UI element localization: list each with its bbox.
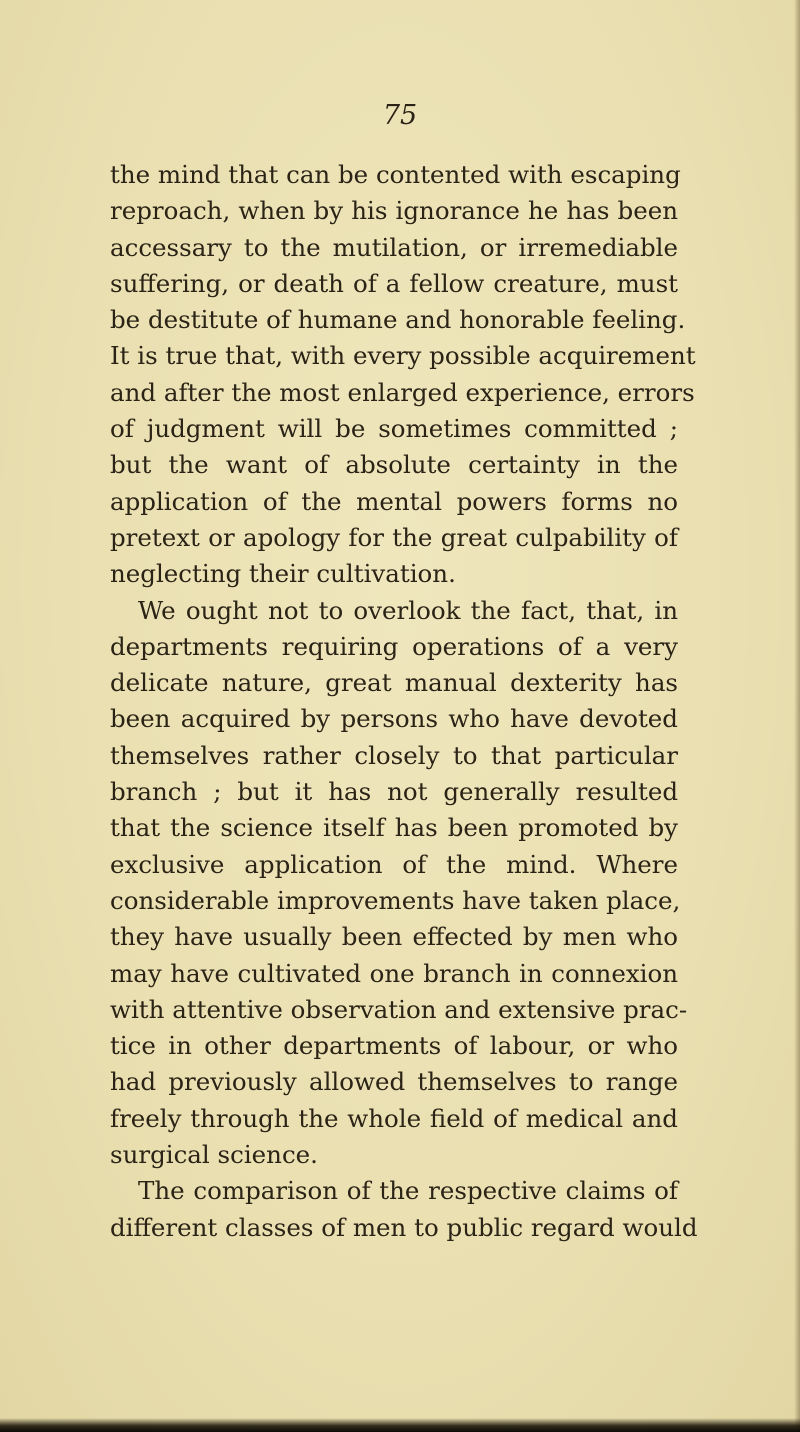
body-text — [110, 157, 698, 1246]
text-line: It is true that, with every possible acquirement — [110, 341, 696, 371]
text-line: freely through the whole field of medical and — [110, 1103, 678, 1133]
text-line: of judgment will be sometimes committed ; — [110, 414, 678, 444]
text-line: with attentive observation and extensive prac- — [110, 994, 688, 1024]
text-line: delicate nature, great manual dexterity has — [110, 668, 678, 698]
text-line: accessary to the mutilation, or irremediable — [110, 232, 678, 262]
text-line: themselves rather closely to that particular — [110, 740, 678, 770]
text-line: tice in other departments of labour, or who — [110, 1031, 678, 1061]
text-line: that the science itself has been promoted by — [110, 813, 678, 843]
text-line: but the want of absolute certainty in the — [110, 450, 678, 480]
paragraph-start: The comparison of the respective claims of — [138, 1176, 678, 1206]
text-line: the mind that can be contented with escaping — [110, 160, 681, 189]
text-line: had previously allowed themselves to range — [110, 1067, 678, 1097]
page-edge-shadow — [794, 0, 800, 1432]
text-line: surgical science. — [110, 1140, 318, 1170]
text-line: branch ; but it has not generally resulted — [110, 777, 678, 807]
text-line: suffering, or death of a fellow creature, must — [110, 268, 678, 298]
page-number: 75 — [382, 100, 418, 131]
text-line: and after the most enlarged experience, errors — [110, 377, 695, 407]
text-line: application of the mental powers forms no — [110, 486, 678, 516]
bottom-edge-shadow — [0, 1418, 800, 1432]
text-line: they have usually been effected by men who — [110, 922, 678, 952]
paragraph-start: We ought not to overlook the fact, that, in — [138, 595, 678, 625]
text-line: departments requiring operations of a very — [110, 631, 678, 661]
text-line: considerable improvements have taken place, — [110, 885, 681, 915]
text-line: neglecting their cultivation. — [110, 559, 456, 589]
text-line: exclusive application of the mind. Where — [110, 849, 678, 879]
text-line: be destitute of humane and honorable feeling. — [110, 305, 686, 335]
text-line: reproach, when by his ignorance he has been — [110, 196, 678, 226]
text-line: pretext or apology for the great culpability of — [110, 522, 678, 552]
text-line: been acquired by persons who have devoted — [110, 704, 678, 734]
text-line: different classes of men to public regard would — [110, 1212, 698, 1242]
text-line: may have cultivated one branch in connexion — [110, 958, 678, 988]
